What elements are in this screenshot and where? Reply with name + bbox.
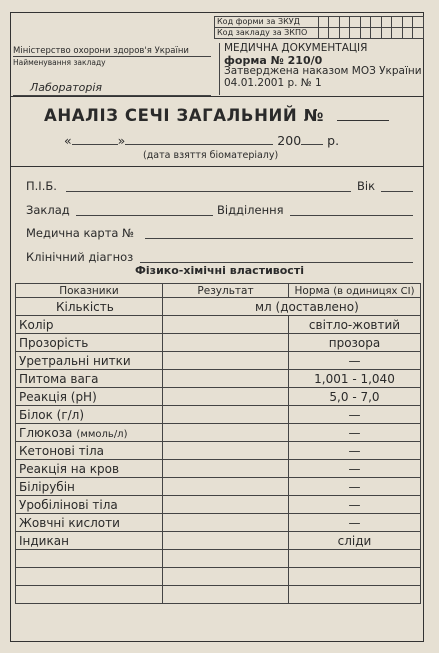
medical-documentation-block: [219, 43, 424, 95]
norm-cell: —: [289, 442, 421, 460]
age-label: Вік: [357, 179, 376, 193]
norm-cell: —: [289, 406, 421, 424]
table-row-empty: [16, 568, 421, 586]
indicator-name: Уробілінові тіла: [19, 497, 118, 512]
table-row: [16, 442, 421, 460]
code-cell[interactable]: [402, 17, 413, 28]
title-text: АНАЛІЗ СЕЧІ ЗАГАЛЬНИЙ №: [44, 106, 325, 125]
code-cell[interactable]: [381, 28, 392, 39]
empty-cell[interactable]: [163, 568, 289, 586]
table-row-empty: [16, 586, 421, 604]
norm-cell: —: [289, 514, 421, 532]
form-code-box: [214, 16, 424, 39]
indicator-cell: [16, 424, 163, 442]
med-doc-heading: МЕДИЧНА ДОКУМЕНТАЦІЯ: [224, 42, 368, 54]
code-cell[interactable]: [350, 17, 361, 28]
result-cell[interactable]: [163, 406, 289, 424]
diagnosis-label: Клінічний діагноз: [26, 250, 134, 264]
code-cell[interactable]: [392, 17, 403, 28]
indicator-cell: [16, 316, 163, 334]
indicator-cell: [16, 532, 163, 550]
title-divider: [10, 166, 424, 167]
result-cell[interactable]: [163, 478, 289, 496]
age-field[interactable]: [381, 191, 413, 192]
empty-cell[interactable]: [289, 550, 421, 568]
indicator-cell: [16, 352, 163, 370]
indicator-cell: [16, 442, 163, 460]
empty-cell[interactable]: [16, 568, 163, 586]
day-field[interactable]: [72, 144, 118, 145]
norm-cell: —: [289, 460, 421, 478]
code-cell[interactable]: [339, 17, 350, 28]
indicator-cell: [16, 370, 163, 388]
indicator-name: Жовчні кислоти: [19, 515, 120, 530]
empty-cell[interactable]: [16, 550, 163, 568]
norm-cell: 1,001 - 1,040: [289, 370, 421, 388]
result-cell[interactable]: [163, 424, 289, 442]
approval-date: 04.01.2001 р. № 1: [224, 76, 322, 89]
date-caption: (дата взяття біоматеріалу): [143, 150, 279, 161]
code-cell[interactable]: [350, 28, 361, 39]
code-cell[interactable]: [413, 28, 424, 39]
table-row: [16, 496, 421, 514]
indicator-name: Реакція (рН): [19, 389, 97, 404]
table-row: [16, 424, 421, 442]
empty-cell[interactable]: [16, 586, 163, 604]
table-row: [16, 352, 421, 370]
indicator-cell: [16, 460, 163, 478]
table-row: [16, 460, 421, 478]
table-row: [16, 370, 421, 388]
result-cell[interactable]: [163, 532, 289, 550]
table-row: [16, 388, 421, 406]
table-row: [16, 334, 421, 352]
norm-cell: сліди: [289, 532, 421, 550]
name-label: П.І.Б.: [26, 179, 57, 193]
empty-cell[interactable]: [289, 586, 421, 604]
indicator-cell: [16, 478, 163, 496]
facility-label: Заклад: [26, 203, 70, 217]
empty-cell[interactable]: [163, 586, 289, 604]
analysis-number-field[interactable]: [337, 120, 389, 121]
facility-field[interactable]: [76, 215, 213, 216]
indicator-cell: [16, 334, 163, 352]
code-cell[interactable]: [329, 28, 340, 39]
indicator-name: Індикан: [19, 533, 69, 548]
form-number: форма № 210/0: [224, 53, 323, 67]
empty-cell[interactable]: [289, 568, 421, 586]
indicator-cell: [16, 514, 163, 532]
table-row: [16, 406, 421, 424]
indicator-name: Прозорість: [19, 335, 89, 350]
quantity-label: Кількість: [16, 298, 163, 316]
header-norm: [289, 284, 421, 298]
code-cell[interactable]: [371, 17, 382, 28]
code-cell[interactable]: [392, 28, 403, 39]
date-quote-close: »: [117, 133, 126, 148]
institution-label: Найменування закладу: [13, 58, 106, 67]
medical-card-field[interactable]: [145, 238, 413, 239]
result-cell[interactable]: [163, 496, 289, 514]
ministry-name: Міністерство охорони здоров'я України: [13, 46, 211, 57]
norm-cell: —: [289, 478, 421, 496]
norm-cell: прозора: [289, 334, 421, 352]
norm-cell: —: [289, 352, 421, 370]
code-cell[interactable]: [360, 28, 371, 39]
indicator-cell: [16, 406, 163, 424]
code-cell[interactable]: [318, 17, 329, 28]
code-cell[interactable]: [318, 28, 329, 39]
norm-label: Норма: [294, 284, 330, 297]
results-table: [15, 283, 421, 604]
section-title: Фізико-хімічні властивості: [135, 264, 304, 277]
result-cell[interactable]: [163, 514, 289, 532]
indicator-name: Глюкоза: [19, 425, 73, 440]
zkpo-label: Код закладу за ЗКПО: [215, 28, 319, 39]
table-row: [16, 532, 421, 550]
header-divider: [10, 96, 424, 97]
result-cell[interactable]: [163, 316, 289, 334]
result-cell[interactable]: [163, 370, 289, 388]
year-prefix: 200: [277, 133, 302, 148]
indicator-name: Кетонові тіла: [19, 443, 104, 458]
collection-date: [64, 133, 339, 148]
department-label: Відділення: [217, 203, 284, 217]
name-field[interactable]: [66, 191, 351, 192]
medical-card-label: Медична карта №: [26, 226, 135, 240]
norm-cell: —: [289, 424, 421, 442]
indicator-units: (ммоль/л): [76, 428, 128, 440]
indicator-cell: [16, 388, 163, 406]
code-cell[interactable]: [371, 28, 382, 39]
year-suffix: р.: [327, 133, 340, 148]
table-row: [16, 514, 421, 532]
indicator-name: Білок (г/л): [19, 407, 85, 422]
empty-cell[interactable]: [163, 550, 289, 568]
table-row: [16, 316, 421, 334]
page-title: [44, 106, 389, 125]
quantity-row: [16, 298, 421, 316]
year-field[interactable]: [301, 144, 323, 145]
laboratory-name: Лабораторія: [30, 81, 103, 94]
indicator-name: Питома вага: [19, 371, 99, 386]
result-cell[interactable]: [163, 352, 289, 370]
code-cell[interactable]: [329, 17, 340, 28]
table-row: [16, 478, 421, 496]
result-cell[interactable]: [163, 460, 289, 478]
indicator-name: Реакція на кров: [19, 461, 120, 476]
indicator-cell: [16, 496, 163, 514]
diagnosis-field[interactable]: [140, 262, 413, 263]
result-cell[interactable]: [163, 442, 289, 460]
table-row-empty: [16, 550, 421, 568]
header-indicator: Показники: [16, 284, 163, 298]
result-cell[interactable]: [163, 388, 289, 406]
header-result: Результат: [163, 284, 289, 298]
code-cell[interactable]: [360, 17, 371, 28]
indicator-name: Колір: [19, 317, 54, 332]
norm-units: (в одиницях СІ): [333, 285, 415, 297]
approval-text: Затверджена наказом МОЗ України: [224, 65, 422, 77]
date-quote-open: «: [64, 133, 72, 148]
code-cell[interactable]: [381, 17, 392, 28]
result-cell[interactable]: [163, 334, 289, 352]
zkud-label: Код форми за ЗКУД: [215, 17, 319, 28]
code-cell[interactable]: [402, 28, 413, 39]
norm-cell: світло-жовтий: [289, 316, 421, 334]
code-cell[interactable]: [339, 28, 350, 39]
norm-cell: 5,0 - 7,0: [289, 388, 421, 406]
department-field[interactable]: [290, 215, 413, 216]
indicator-name: Уретральні нитки: [19, 353, 131, 368]
month-field[interactable]: [125, 144, 273, 145]
indicator-name: Білірубін: [19, 479, 75, 494]
quantity-value[interactable]: мл (доставлено): [163, 298, 421, 316]
norm-cell: —: [289, 496, 421, 514]
code-cell[interactable]: [413, 17, 424, 28]
